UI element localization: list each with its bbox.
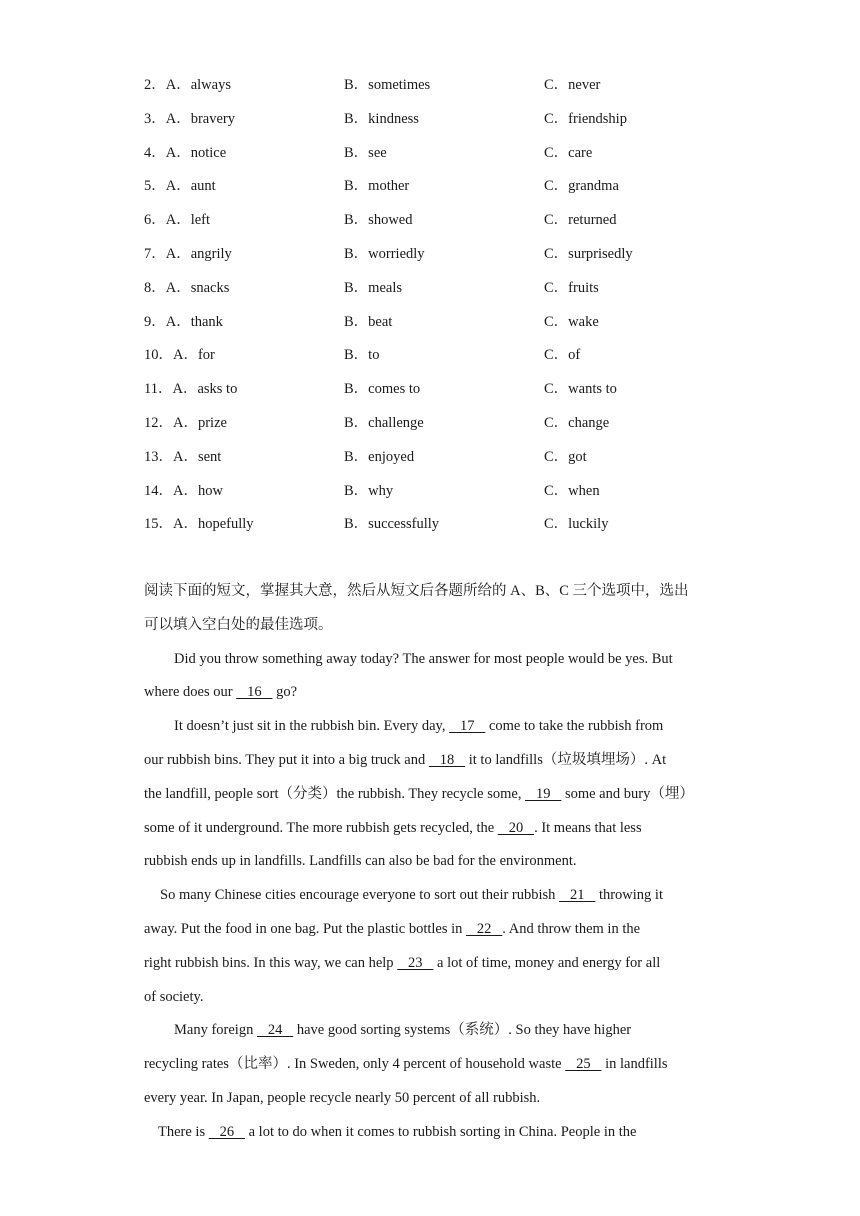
question-row-5	[144, 167, 744, 201]
question-number: 4．	[144, 144, 166, 161]
blank-26: 26	[208, 1123, 245, 1140]
question-row-15	[144, 505, 744, 539]
option-c: C．friendship	[544, 110, 627, 127]
passage-text: away. Put the food in one bag. Put the plastic bottles in	[144, 920, 467, 937]
blank-18: 18	[428, 751, 466, 768]
passage-line	[144, 1048, 720, 1082]
option-a	[144, 174, 216, 195]
option-c: C．returned	[544, 212, 617, 229]
question-number: 7．	[144, 245, 166, 262]
instructions-line-2: 可以填入空白处的最佳选项。	[144, 616, 333, 633]
question-number: 5．	[144, 178, 166, 195]
passage-text: go?	[272, 684, 298, 701]
passage-text: So many Chinese cities encourage everyone to sort out their rubbish	[160, 887, 560, 904]
question-row-6	[144, 201, 744, 235]
passage-line	[144, 879, 720, 913]
passage-text: right rubbish bins. In this way, we can help	[144, 954, 398, 971]
passage-line	[144, 947, 720, 981]
question-number: 12．	[144, 414, 173, 431]
option-a-text: A．prize	[173, 414, 227, 431]
passage-text: where does our	[144, 684, 237, 701]
option-b: B．enjoyed	[344, 448, 415, 465]
option-b: B．kindness	[344, 110, 419, 127]
question-row-2	[144, 66, 744, 100]
question-number: 15．	[144, 516, 173, 533]
option-c: C．never	[544, 77, 601, 93]
option-a	[144, 411, 227, 432]
blank-25: 25	[565, 1056, 602, 1073]
option-a-text: A．angrily	[165, 245, 232, 262]
option-b: B．successfully	[344, 516, 440, 533]
option-a	[144, 242, 232, 263]
question-number: 13．	[144, 448, 173, 465]
question-row-12	[144, 404, 744, 438]
option-a	[144, 512, 254, 533]
passage-text: some and bury（埋）	[561, 785, 694, 802]
option-c: C．when	[544, 482, 600, 499]
passage-line	[144, 778, 720, 812]
passage-text: Many foreign	[174, 1022, 257, 1039]
passage-line: Did you throw something away today? The answer for most people would be yes. But	[174, 650, 673, 667]
option-a-text: A．left	[165, 212, 211, 229]
passage-text: It doesn’t just sit in the rubbish bin. Every day,	[174, 718, 450, 735]
option-c: C．wake	[544, 313, 599, 330]
blank-22: 22	[466, 920, 503, 937]
option-b: B．meals	[344, 279, 402, 296]
option-c: C．grandma	[544, 178, 619, 195]
question-number: 11．	[144, 381, 173, 398]
reading-section	[144, 575, 720, 1150]
passage-text: a lot to do when it comes to rubbish sorting in China. People in the	[244, 1123, 637, 1140]
option-b: B．beat	[344, 313, 393, 330]
option-c: C．wants to	[544, 381, 617, 398]
option-b: B．sometimes	[344, 77, 431, 93]
option-a-text: A．aunt	[165, 178, 216, 195]
option-c: C．surprisedly	[544, 245, 633, 262]
passage-text: some of it underground. The more rubbish gets recycled, the	[144, 819, 498, 836]
option-b: B．mother	[344, 178, 410, 195]
passage-line: of society.	[144, 988, 204, 1005]
blank-24: 24	[256, 1022, 294, 1039]
question-row-7	[144, 235, 744, 269]
option-a	[144, 310, 223, 331]
option-c: C．of	[544, 347, 581, 364]
question-row-14	[144, 472, 744, 506]
option-b: B．challenge	[344, 414, 424, 431]
option-a-text: A．thank	[165, 313, 223, 330]
passage-line	[144, 710, 720, 744]
passage-line: rubbish ends up in landfills. Landfills can also be bad for the environment.	[144, 853, 577, 870]
passage-text: . And throw them in the	[502, 920, 641, 937]
option-a	[144, 445, 221, 466]
instructions-line-1: 阅读下面的短文，掌握其大意，然后从短文后各题所给的 A、B、C 三个选项中，选出	[144, 583, 689, 599]
passage-text: have good sorting systems（系统）. So they have higher	[293, 1022, 632, 1039]
option-c: C．care	[544, 144, 593, 161]
option-a	[144, 343, 215, 364]
question-row-9	[144, 303, 744, 337]
option-c: C．change	[544, 414, 610, 431]
passage-line	[144, 1116, 720, 1150]
option-c: C．luckily	[544, 516, 609, 533]
blank-16: 16	[236, 684, 273, 701]
question-number: 3．	[144, 110, 166, 127]
passage-text: throwing it	[595, 887, 663, 904]
option-b: B．worriedly	[344, 245, 425, 262]
passage-line	[144, 744, 720, 778]
option-a-text: A．for	[173, 347, 215, 364]
option-a-text: A．always	[165, 77, 231, 93]
passage-line	[144, 812, 720, 846]
passage-text: our rubbish bins. They put it into a big truck and	[144, 751, 429, 768]
passage-text: recycling rates（比率）. In Sweden, only 4 percent of household waste	[144, 1056, 566, 1073]
question-number: 8．	[144, 279, 166, 296]
option-a-text: A．notice	[165, 144, 227, 161]
passage-text: it to landfills（垃圾填埋场）. At	[465, 751, 667, 768]
question-number: 9．	[144, 313, 166, 330]
passage-line: every year. In Japan, people recycle nearly 50 percent of all rubbish.	[144, 1089, 541, 1106]
options-list	[144, 66, 744, 539]
passage-text: a lot of time, money and energy for all	[433, 954, 661, 971]
option-a-text: A．snacks	[165, 279, 230, 296]
question-number: 14．	[144, 482, 173, 499]
option-a	[144, 73, 231, 94]
option-a-text: A．bravery	[165, 110, 236, 127]
question-row-11	[144, 370, 744, 404]
option-a-text: A．how	[173, 482, 223, 499]
question-row-10	[144, 336, 744, 370]
blank-21: 21	[559, 887, 596, 904]
option-a	[144, 377, 237, 398]
option-a	[144, 208, 210, 229]
blank-20: 20	[497, 819, 535, 836]
blank-19: 19	[525, 785, 562, 802]
question-number: 6．	[144, 212, 166, 229]
question-number: 2．	[144, 77, 166, 93]
option-a	[144, 276, 229, 297]
question-row-13	[144, 438, 744, 472]
question-row-3	[144, 100, 744, 134]
question-number: 10．	[144, 347, 173, 364]
question-row-8	[144, 269, 744, 303]
option-a-text: A．asks to	[172, 381, 238, 398]
option-a	[144, 107, 235, 128]
passage-text: . It means that less	[534, 819, 642, 836]
option-a-text: A．hopefully	[173, 516, 254, 533]
passage-line	[144, 676, 720, 710]
option-b: B．why	[344, 482, 394, 499]
blank-17: 17	[449, 718, 486, 735]
option-a	[144, 479, 223, 500]
option-b: B．showed	[344, 212, 413, 229]
question-row-4	[144, 134, 744, 168]
passage-text: come to take the rubbish from	[485, 718, 664, 735]
option-b: B．to	[344, 347, 380, 364]
option-c: C．fruits	[544, 279, 599, 296]
option-b: B．see	[344, 144, 387, 161]
option-c: C．got	[544, 448, 587, 465]
passage-text: in landfills	[601, 1056, 668, 1073]
option-b: B．comes to	[344, 381, 421, 398]
option-a	[144, 141, 226, 162]
passage-text: the landfill, people sort（分类）the rubbish. They recycle some,	[144, 785, 526, 802]
blank-23: 23	[397, 954, 434, 971]
option-a-text: A．sent	[173, 448, 222, 465]
passage-line	[144, 1014, 720, 1048]
passage-line	[144, 913, 720, 947]
passage-text: There is	[158, 1123, 209, 1140]
